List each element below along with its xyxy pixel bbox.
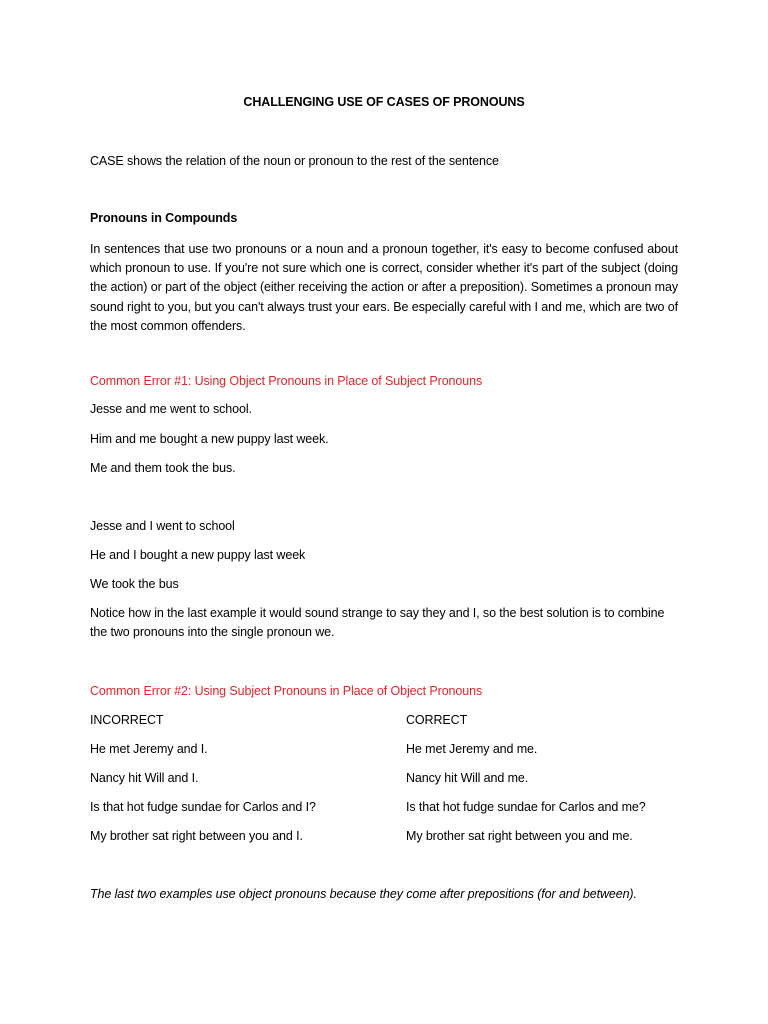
compounds-paragraph: In sentences that use two pronouns or a noun and a pronoun together, it's easy to become confused about which pronoun to use. If you're not sure which one is correct, consider whether it's part of the subject (doing the action) or part of the object (either receiving the action or after a preposition). Sometimes a pronoun may sound right to you, but you can't always trust your ears. Be especially careful with I and me, which are two of the most common offenders. [90, 242, 678, 333]
error1-note: Notice how in the last example it would sound strange to say they and I, so the best solution is to combine the two pronouns into the single pronoun we. [90, 606, 665, 640]
error2-correct-example: My brother sat right between you and me. [406, 829, 633, 843]
error2-heading: Common Error #2: Using Subject Pronouns in Place of Object Pronouns [90, 684, 483, 698]
error2-incorrect-example: My brother sat right between you and I. [90, 829, 303, 843]
document-title: CHALLENGING USE OF CASES OF PRONOUNS [243, 95, 525, 109]
correct-column-header: CORRECT [406, 713, 468, 727]
error1-correct-example: He and I bought a new puppy last week [90, 548, 306, 562]
error2-correct-example: Nancy hit Will and me. [406, 771, 529, 785]
error2-incorrect-example: Is that hot fudge sundae for Carlos and I? [90, 800, 316, 814]
error1-incorrect-example: Me and them took the bus. [90, 461, 236, 475]
error2-incorrect-example: Nancy hit Will and I. [90, 771, 199, 785]
error2-correct-example: He met Jeremy and me. [406, 742, 538, 756]
error2-incorrect-example: He met Jeremy and I. [90, 742, 208, 756]
error1-incorrect-example: Him and me bought a new puppy last week. [90, 432, 329, 446]
error2-correct-example: Is that hot fudge sundae for Carlos and me? [406, 800, 646, 814]
case-definition: CASE shows the relation of the noun or pronoun to the rest of the sentence [90, 154, 499, 168]
error1-heading: Common Error #1: Using Object Pronouns in Place of Subject Pronouns [90, 374, 483, 388]
final-note: The last two examples use object pronouns because they come after prepositions (for and between). [90, 887, 637, 901]
compounds-heading: Pronouns in Compounds [90, 211, 238, 225]
error1-correct-example: We took the bus [90, 577, 179, 591]
error1-correct-example: Jesse and I went to school [90, 519, 235, 533]
incorrect-column-header: INCORRECT [90, 713, 164, 727]
error1-incorrect-example: Jesse and me went to school. [90, 402, 252, 416]
